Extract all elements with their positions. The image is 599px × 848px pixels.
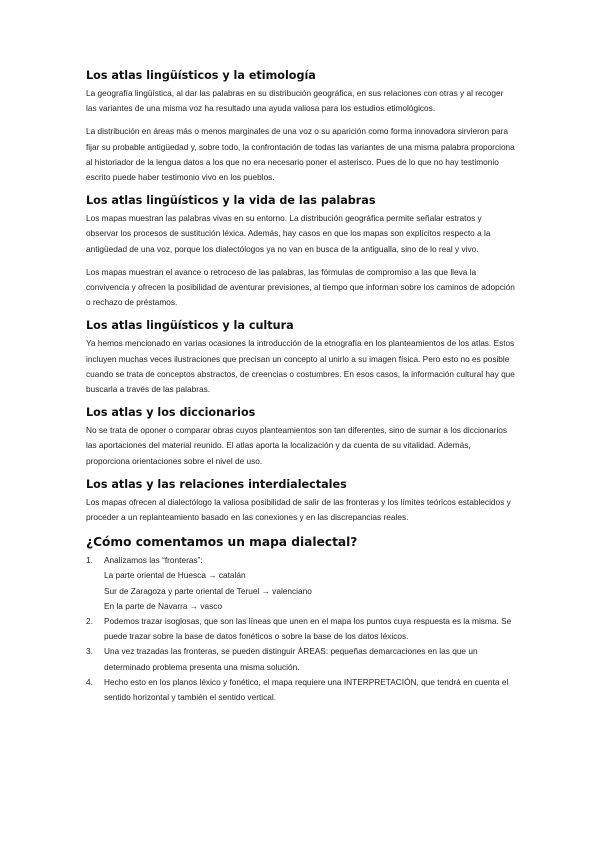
section-heading: Los atlas lingüísticos y la cultura — [86, 319, 294, 333]
sub-item: La parte oriental de Huesca → catalán — [104, 570, 246, 581]
paragraph: No se trata de oponer o comparar obras cuyos planteamientos son tan diferentes, sino de sumar a los diccionarios las aportaciones del material reunido. El atlas aporta la localización y da cuenta de su vitalidad. Además, proporciona orientaciones sobre el nivel de uso. — [86, 425, 508, 466]
section-etimologia — [86, 68, 516, 185]
section-diccionarios — [86, 405, 516, 469]
document-page — [86, 68, 516, 709]
list-text: Podemos trazar isoglosas, que son las líneas que unen en el mapa los puntos cuya respuesta es la misma. Se puede trazar sobre la base de datos fonéticos o sobre la base de los datos léxicos. — [104, 616, 512, 642]
section-cultura — [86, 318, 516, 397]
sub-item: Sur de Zaragoza y parte oriental de Teruel → valenciano — [104, 585, 312, 596]
list-number: 4. — [86, 676, 93, 687]
list-item — [86, 614, 516, 644]
section-heading: Los atlas y las relaciones interdialectales — [86, 477, 347, 491]
steps-list — [86, 553, 516, 705]
sub-item: En la parte de Navarra → vasco — [104, 600, 223, 611]
paragraph: Los mapas muestran el avance o retroceso de las palabras, las fórmulas de compromiso a las que lleva la convivencia y ofrecen la posibilidad de aventurar previsiones, al tiempo que informan sobre los caminos de adopción o rechazo de préstamos. — [86, 266, 515, 308]
list-item — [86, 675, 516, 705]
paragraph: Los mapas muestran las palabras vivas en su entorno. La distribución geográfica permite señalar estratos y observar los procesos de sustitución léxica. Además, hay casos en que los mapas son explícitos respecto a la antigüedad de una voz, porque los dialectólogos ya no van en busca de la antigualla, sino de lo real y vivo. — [86, 213, 491, 254]
section-comentario-mapa — [86, 533, 516, 705]
list-number: 3. — [86, 646, 93, 657]
section-heading: ¿Cómo comentamos un mapa dialectal? — [86, 535, 358, 550]
section-heading: Los atlas lingüísticos y la vida de las palabras — [86, 194, 376, 208]
section-vida-palabras — [86, 193, 516, 310]
list-number: 2. — [86, 616, 93, 627]
paragraph: Ya hemos mencionado en varias ocasiones la introducción de la etnografía en los planteamientos de los atlas. Estos incluyen muchas veces ilustraciones que precisan un concepto al unirlo a su imagen física. Pero esto no es posible cuando se trata de conceptos abstractos, de creencias o costumbres. En esos casos, la información cultural hay que buscarla a través de las palabras. — [86, 338, 515, 395]
paragraph: La geografía lingüística, al dar las palabras en su distribución geográfica, en sus relaciones con otras y al recoger las variantes de una misma voz ha resultado una ayuda valiosa para los estudios etimológicos. — [86, 88, 504, 114]
list-item — [86, 553, 516, 614]
section-heading: Los atlas y los diccionarios — [86, 406, 256, 420]
list-text: Una vez trazadas las fronteras, se pueden distinguir ÁREAS: pequeñas demarcaciones en las que un determinado problema presenta una misma solución. — [104, 646, 478, 672]
section-interdialectales — [86, 477, 516, 525]
paragraph: Los mapas ofrecen al dialectólogo la valiosa posibilidad de salir de las fronteras y los límites teóricos establecidos y proceder a un replanteamiento basado en las conexiones y en las discrepancias reales. — [86, 496, 511, 523]
section-heading: Los atlas lingüísticos y la etimología — [86, 69, 316, 82]
list-text: Hecho esto en los planos léxico y fonético, el mapa requiere una INTERPRETACIÓN, que tendrá en cuenta el sentido horizontal y también el sentido vertical. — [104, 676, 509, 703]
list-item — [86, 644, 516, 674]
paragraph: La distribución en áreas más o menos marginales de una voz o su aparición como forma innovadora sirvieron para fijar su probable antigüedad y, sobre todo, la confrontación de todas las variantes de una misma palabra proporciona al historiador de la lengua datos a los que no era necesario poner el asterisco. Pues de lo que no hay testimonio escrito puede haber testimonio vivo en los pueblos. — [86, 126, 515, 183]
list-text: Analizamos las “fronteras”: — [104, 555, 203, 566]
list-number: 1. — [86, 555, 93, 566]
